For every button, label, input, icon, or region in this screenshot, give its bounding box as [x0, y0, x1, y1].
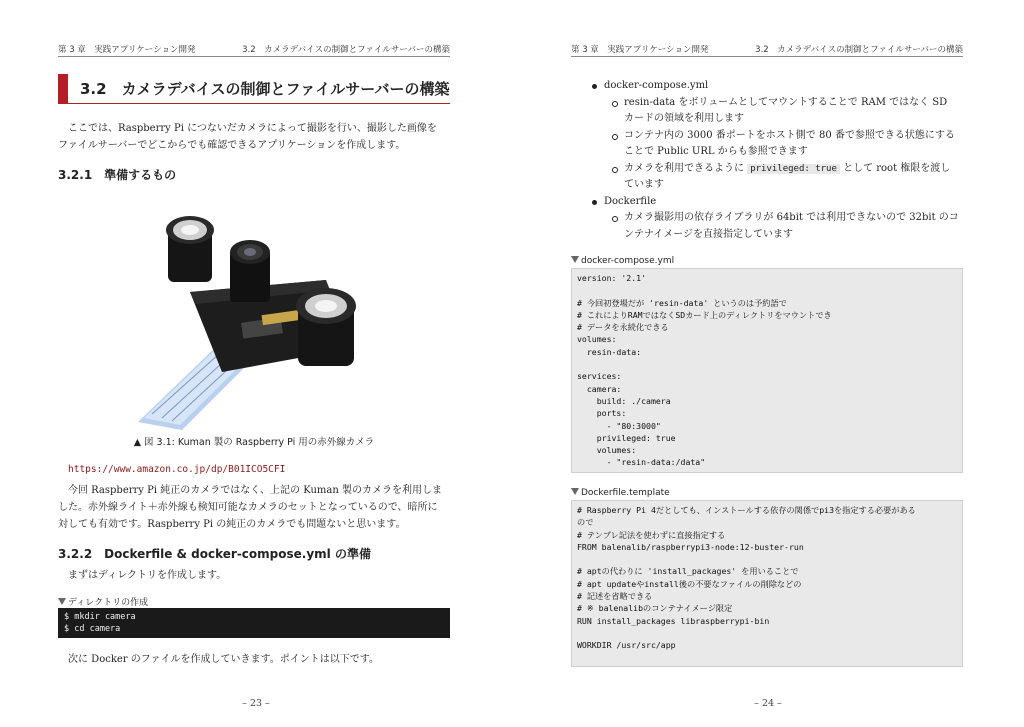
code-line: services:	[577, 371, 622, 382]
body-paragraph-3: まずはディレクトリを作成します。	[68, 570, 227, 581]
dockerfile-code-block	[571, 500, 963, 667]
code-line: # テンプレ記法を使わずに直接指定する	[577, 529, 726, 540]
code-line: # これによりRAMではなくSDカード上のディレクトリをマウントでき	[577, 309, 832, 320]
code-line: # データを永続化できる	[577, 322, 669, 333]
disclosure-triangle-icon	[58, 598, 66, 605]
code-line: ports:	[577, 408, 627, 419]
code-line: build: ./camera	[577, 395, 671, 406]
page-number: – 24 –	[754, 698, 782, 709]
code-line: - "80:3000"	[577, 420, 661, 431]
terminal-code-block	[58, 608, 450, 638]
sub-bullet-text: カメラを利用できるように	[624, 162, 748, 174]
para2-line-1: 今回 Raspberry Pi 純正のカメラではなく、上記の Kuman 製のカメラを利用しま	[68, 485, 442, 496]
terminal-line: $ mkdir camera	[64, 612, 136, 622]
running-head-rule	[58, 56, 450, 57]
product-url-link[interactable]: https://www.amazon.co.jp/dp/B01ICO5CFI	[68, 464, 286, 475]
figure-caption	[58, 434, 450, 448]
code-line: - "resin-data:/data"	[577, 457, 706, 468]
sub-bullet-item	[590, 210, 970, 243]
intro-line-2: ファイルサーバーでどこからでも確認できるアプリケーションを作成します。	[58, 140, 406, 151]
sub-bullet-item	[590, 161, 970, 194]
bullet-item: docker-compose.yml	[590, 78, 970, 95]
points-bullet-list	[590, 78, 970, 243]
running-head-chapter: 第 3 章 実践アプリケーション開発	[58, 45, 196, 55]
running-head-section: 3.2 カメラデバイスの制御とファイルサーバーの構築	[242, 45, 450, 55]
camera-figure	[130, 200, 380, 432]
code-line: # 今回初登場だが 'resin-data' というのは予約語で	[577, 297, 787, 308]
sub-bullet-line: ンテナイメージを直接指定しています	[624, 228, 793, 240]
sub-bullet-item	[590, 128, 970, 161]
bullet-item: Dockerfile	[590, 194, 970, 211]
code-line: camera:	[577, 383, 622, 394]
camera-lens	[230, 240, 270, 302]
section-title: 3.2 カメラデバイスの制御とファイルサーバーの構築	[80, 80, 450, 98]
section-heading-rule	[58, 103, 450, 104]
sub-bullet-item	[590, 95, 970, 128]
running-head	[571, 43, 963, 57]
section-heading-bar	[58, 74, 68, 104]
inline-code: privileged: true	[747, 164, 840, 174]
caption-triangle-icon: ▲	[133, 437, 145, 448]
code-line	[577, 627, 957, 639]
code-line: volumes:	[577, 334, 617, 345]
code-line	[577, 358, 957, 370]
disclosure-triangle-icon	[571, 488, 579, 495]
body-paragraph-4: 次に Docker のファイルを作成していきます。ポイントは以下です。	[68, 654, 379, 665]
terminal-line: $ cd camera	[64, 624, 121, 634]
sub-bullet-line: カメラ撮影用の依存ライブラリが 64bit では利用できないので 32bit のコ	[624, 212, 959, 223]
intro-paragraph	[58, 120, 450, 154]
running-head-section: 3.2 カメラデバイスの制御とファイルサーバーの構築	[755, 45, 963, 55]
code-line: ので	[577, 517, 594, 528]
code-line: volumes:	[577, 445, 637, 456]
code-line	[577, 553, 957, 565]
sub-bullet-line	[624, 161, 970, 178]
code-line: # Raspberry Pi 4だとしても、インストールする依存の関係でpi3を指定する必要がある	[577, 505, 916, 515]
code-line: FROM balenalib/raspberrypi3-node:12-buster-run	[577, 541, 804, 552]
code-line: privileged: true	[577, 432, 676, 443]
code-line: RUN install_packages libraspberrypi-bin	[577, 615, 770, 626]
sub-bullet-line: ています	[624, 179, 664, 190]
terminal-label	[58, 595, 148, 608]
body-paragraph-2	[58, 482, 450, 533]
dockerfile-code-label	[571, 488, 670, 498]
intro-line-1: ここでは、Raspberry Pi につないだカメラによって撮影を行い、撮影した画像を	[68, 123, 437, 134]
code-line: WORKDIR /usr/src/app	[577, 640, 676, 651]
para2-line-2: した。赤外線ライト＋赤外線も検知可能なカメラのセットとなっているので、暗所に	[58, 502, 438, 513]
running-head	[58, 43, 450, 57]
code-line: # 記述を省略できる	[577, 591, 653, 602]
running-head-chapter: 第 3 章 実践アプリケーション開発	[571, 45, 709, 55]
section-heading	[58, 74, 450, 104]
sub-bullet-line: コンテナ内の 3000 番ポートをホスト側で 80 番で参照できる状態にする	[624, 129, 955, 141]
subsection-heading-1: 3.2.1 準備するもの	[58, 168, 177, 182]
dockerfile-code-label-text: Dockerfile.template	[581, 488, 670, 498]
code-line: version: '2.1'	[577, 273, 647, 283]
sub-bullet-line: カードの領域を利用します	[624, 113, 744, 124]
figure-caption-text: 図 3.1: Kuman 製の Raspberry Pi 用の赤外線カメラ	[144, 437, 375, 448]
code-line: resin-data:	[577, 346, 642, 357]
sub-bullet-text: として root 権限を渡し	[839, 162, 951, 174]
running-head-rule	[571, 56, 963, 57]
disclosure-triangle-icon	[571, 256, 579, 263]
code-line: # ※ balenalibのコンテナイメージ限定	[577, 603, 733, 614]
compose-code-label-text: docker-compose.yml	[581, 256, 675, 266]
code-line: # apt updateやinstall後の不要なファイルの削除などの	[577, 578, 802, 589]
sub-bullet-line: ことで Public URL からも参照できます	[624, 146, 808, 157]
compose-code-block	[571, 268, 963, 473]
para2-line-3: 対しても有効です。Raspberry Pi の純正のカメラでも問題ないと思います。	[58, 519, 406, 530]
page-number: – 23 –	[242, 698, 270, 709]
code-line: # aptの代わりに 'install_packages' を用いることで	[577, 566, 799, 577]
compose-code-label	[571, 256, 674, 266]
terminal-label-text: ディレクトリの作成	[68, 598, 149, 608]
ir-light-left	[166, 216, 214, 282]
code-line	[577, 284, 957, 296]
ir-light-right	[296, 288, 356, 366]
sub-bullet-line: resin-data をボリュームとしてマウントすることで RAM ではなく SD	[624, 96, 948, 108]
subsection-heading-2: 3.2.2 Dockerfile & docker-compose.yml の準備	[58, 547, 371, 561]
